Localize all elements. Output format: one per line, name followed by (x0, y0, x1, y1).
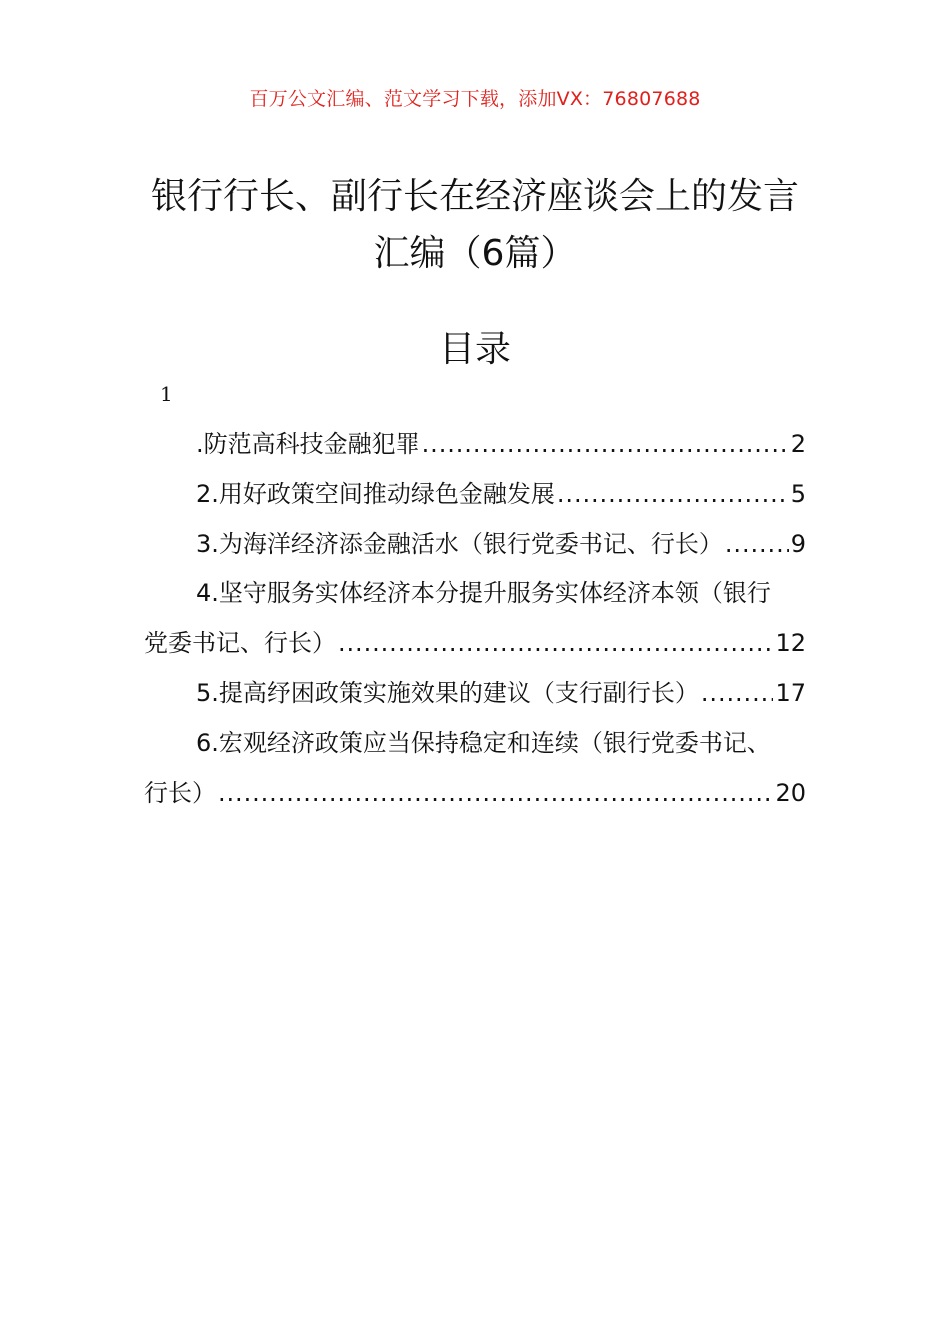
document-title-line2: 汇编（6篇） (373, 233, 577, 274)
toc-entry-label-line2: 行长） (144, 778, 216, 807)
toc-leader-dots (557, 470, 789, 520)
table-of-contents (144, 420, 806, 818)
toc-marker: 1 (160, 382, 173, 406)
toc-entry-5[interactable] (144, 669, 806, 719)
toc-heading: 目录 (438, 329, 511, 370)
toc-entry-label: 3.为海洋经济添金融活水（银行党委书记、行长） (196, 529, 723, 558)
toc-entry-1[interactable] (144, 420, 806, 470)
toc-entry-page: 12 (775, 629, 806, 658)
toc-entry-page: 9 (790, 529, 806, 558)
toc-entry-label-line1: 6.宏观经济政策应当保持稳定和连续（银行党委书记、 (196, 728, 771, 757)
toc-entry-label-line2: 党委书记、行长） (144, 629, 336, 658)
toc-leader-dots (218, 769, 773, 819)
toc-leader-dots (338, 619, 773, 669)
toc-entry-page: 20 (775, 778, 806, 807)
toc-entry-page: 17 (775, 678, 806, 707)
toc-entry-6[interactable] (144, 719, 806, 819)
toc-leader-dots (701, 669, 774, 719)
toc-entry-page: 2 (790, 430, 806, 458)
toc-leader-dots (725, 520, 789, 570)
toc-entry-label: .防范高科技金融犯罪 (196, 430, 420, 458)
toc-entry-line2 (144, 769, 806, 819)
toc-entry-label-line1: 4.坚守服务实体经济本分提升服务实体经济本领（银行 (196, 579, 771, 608)
toc-entry-line2 (144, 619, 806, 669)
toc-entry-label: 2.用好政策空间推动绿色金融发展 (196, 479, 555, 508)
toc-leader-dots (422, 420, 789, 470)
toc-entry-3[interactable] (144, 520, 806, 570)
header-note: 百万公文汇编、范文学习下载，添加VX：76807688 (249, 88, 701, 110)
toc-entry-2[interactable] (144, 470, 806, 520)
document-title-line1: 银行行长、副行长在经济座谈会上的发言 (150, 176, 799, 217)
document-title (100, 168, 850, 282)
toc-entry-page: 5 (790, 479, 806, 508)
toc-entry-4[interactable] (144, 569, 806, 669)
toc-entry-label: 5.提高纾困政策实施效果的建议（支行副行长） (196, 678, 699, 707)
